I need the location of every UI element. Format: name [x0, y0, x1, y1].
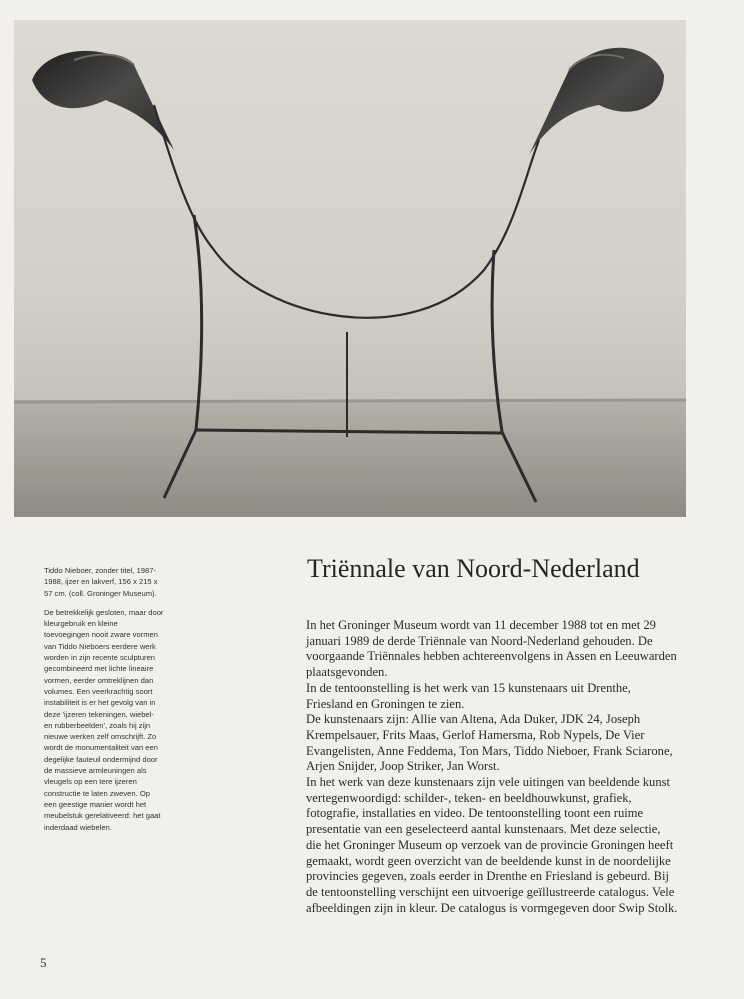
article-body: [306, 618, 678, 916]
article-paragraph: In het Groninger Museum wordt van 11 december 1988 tot en met 29 januari 1989 de derde Triënnale van Noord-Nederland gehouden. De voorgaande Triënnales hebben achtereenvolgens in Assen en Leeuwarden plaatsgevonden.: [306, 618, 677, 680]
sculpture-photo: [14, 20, 686, 517]
photo-caption: [44, 565, 164, 841]
floor: [14, 400, 686, 517]
article-paragraph: In het werk van deze kunstenaars zijn vele uitingen van beeldende kunst vertegenwoordigd: schilder-, teken- en beeldhouwkunst, grafiek, fotografie, installaties en video. De tentoonstelling toont een ruime presentatie van een geselecteerd aantal kunstenaars. Met deze selectie, die het Groninger Museum op verzoek van de provincie Groningen heeft gemaakt, wordt geen overzicht van de beeldende kunst in de noordelijke provincies gegeven, zoals eerder in Drenthe en Friesland is gebeurd. Bij de tentoonstelling verschijnt een uitvoerige geïllustreerde catalogus. Vele afbeeldingen zijn in kleur. De catalogus is vormgegeven door Swip Stolk.: [306, 775, 678, 915]
caption-text: De betrekkelijk gesloten, maar door kleurgebruik en kleine toevoegingen nooit zware vormen van Tiddo Nieboers eerdere werk worden in zijn recente sculpturen gecombineerd met lichte lineaire vormen, eerder omtreklijnen dan volumes. Een veerkrachtig soort instabiliteit is er het gevolg van in deze 'ijzeren tekeningen, wiebel- en rubberbeelden', zoals hij zijn nieuwe werken zelf omschrijft. Zo wordt de monumentaliteit van een degelijke fauteuil ondermijnd door de massieve armleuningen als vleugels op een tere ijzeren constructie te laten zweven. Op een geestige manier wordt het meubelstuk gerelativeerd: het gaat inderdaad wiebelen.: [44, 607, 164, 832]
article-paragraph: De kunstenaars zijn: Allie van Altena, Ada Duker, JDK 24, Joseph Krempelsauer, Frits Maas, Gerlof Hamersma, Rob Nypels, De Vier Evangelisten, Anne Feddema, Ton Mars, Tiddo Nieboer, Frank Sciarone, Arjen Snijder, Joop Striker, Jan Worst.: [306, 712, 673, 774]
caption-credit: Tiddo Nieboer, zonder titel, 1987-1988, ijzer en lakverf, 156 x 215 x 57 cm. (coll. Groninger Museum).: [44, 566, 158, 598]
article-paragraph: In de tentoonstelling is het werk van 15 kunstenaars uit Drenthe, Friesland en Groningen te zien.: [306, 680, 631, 711]
page-number: 5: [40, 955, 47, 970]
article-title: Triënnale van Noord-Nederland: [307, 554, 640, 583]
